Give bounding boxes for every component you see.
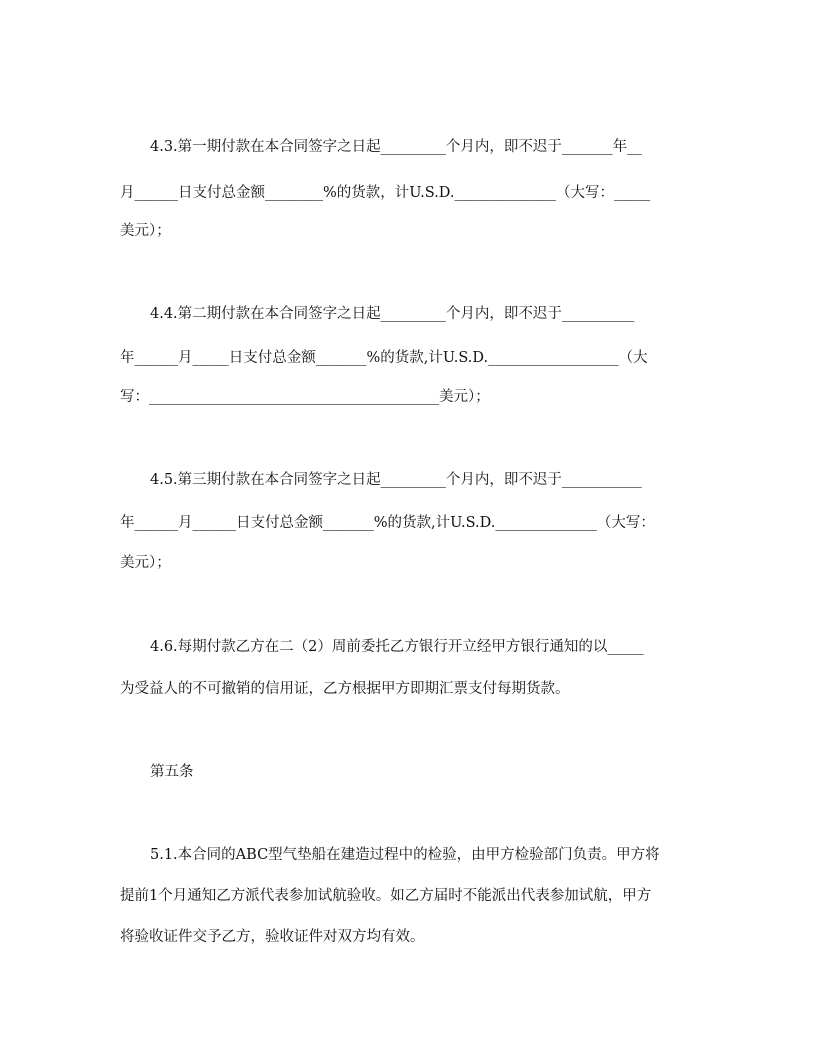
clause-4-6-line-2: 为受益人的不可撤销的信用证，乙方根据甲方即期汇票支付每期货款。 (120, 681, 570, 697)
clause-4-5-line-1: 4.5.第三期付款在本合同签字之日起_________个月内，即不迟于___________ (150, 472, 642, 488)
clause-4-5-line-3: 美元）； (120, 555, 171, 571)
article-5-heading: 第五条 (150, 764, 194, 780)
clause-5-1-line-1: 5.1.本合同的ABC型气垫船在建造过程中的检验，由甲方检验部门负责。甲方将 (150, 847, 660, 863)
clause-4-6-line-1: 4.6.每期付款乙方在二（2）周前委托乙方银行开立经甲方银行通知的以_____ (150, 639, 644, 655)
clause-4-4-line-2: 年______月_____日支付总金额_______%的货款,计U.S.D.__________________（大 (120, 350, 648, 366)
clause-4-3-line-3: 美元）； (120, 223, 171, 239)
clause-4-4-line-3: 写：________________________________________美元）； (120, 389, 490, 405)
clause-4-4-line-1: 4.4.第二期付款在本合同签字之日起_________个月内，即不迟于__________ (150, 306, 635, 322)
clause-4-3-line-2: 月______日支付总金额________%的货款，计U.S.D.______________（大写：_____ (120, 185, 651, 201)
clause-4-3-line-1: 4.3.第一期付款在本合同签字之日起_________个月内，即不迟于_______年__ (150, 139, 642, 155)
clause-5-1-line-3: 将验收证件交予乙方，验收证件对双方均有效。 (120, 929, 425, 945)
clause-5-1-line-2: 提前1个月通知乙方派代表参加试航验收。如乙方届时不能派出代表参加试航，甲方 (120, 888, 652, 904)
clause-4-5-line-2: 年______月______日支付总金额_______%的货款,计U.S.D.______________（大写： (120, 515, 655, 531)
